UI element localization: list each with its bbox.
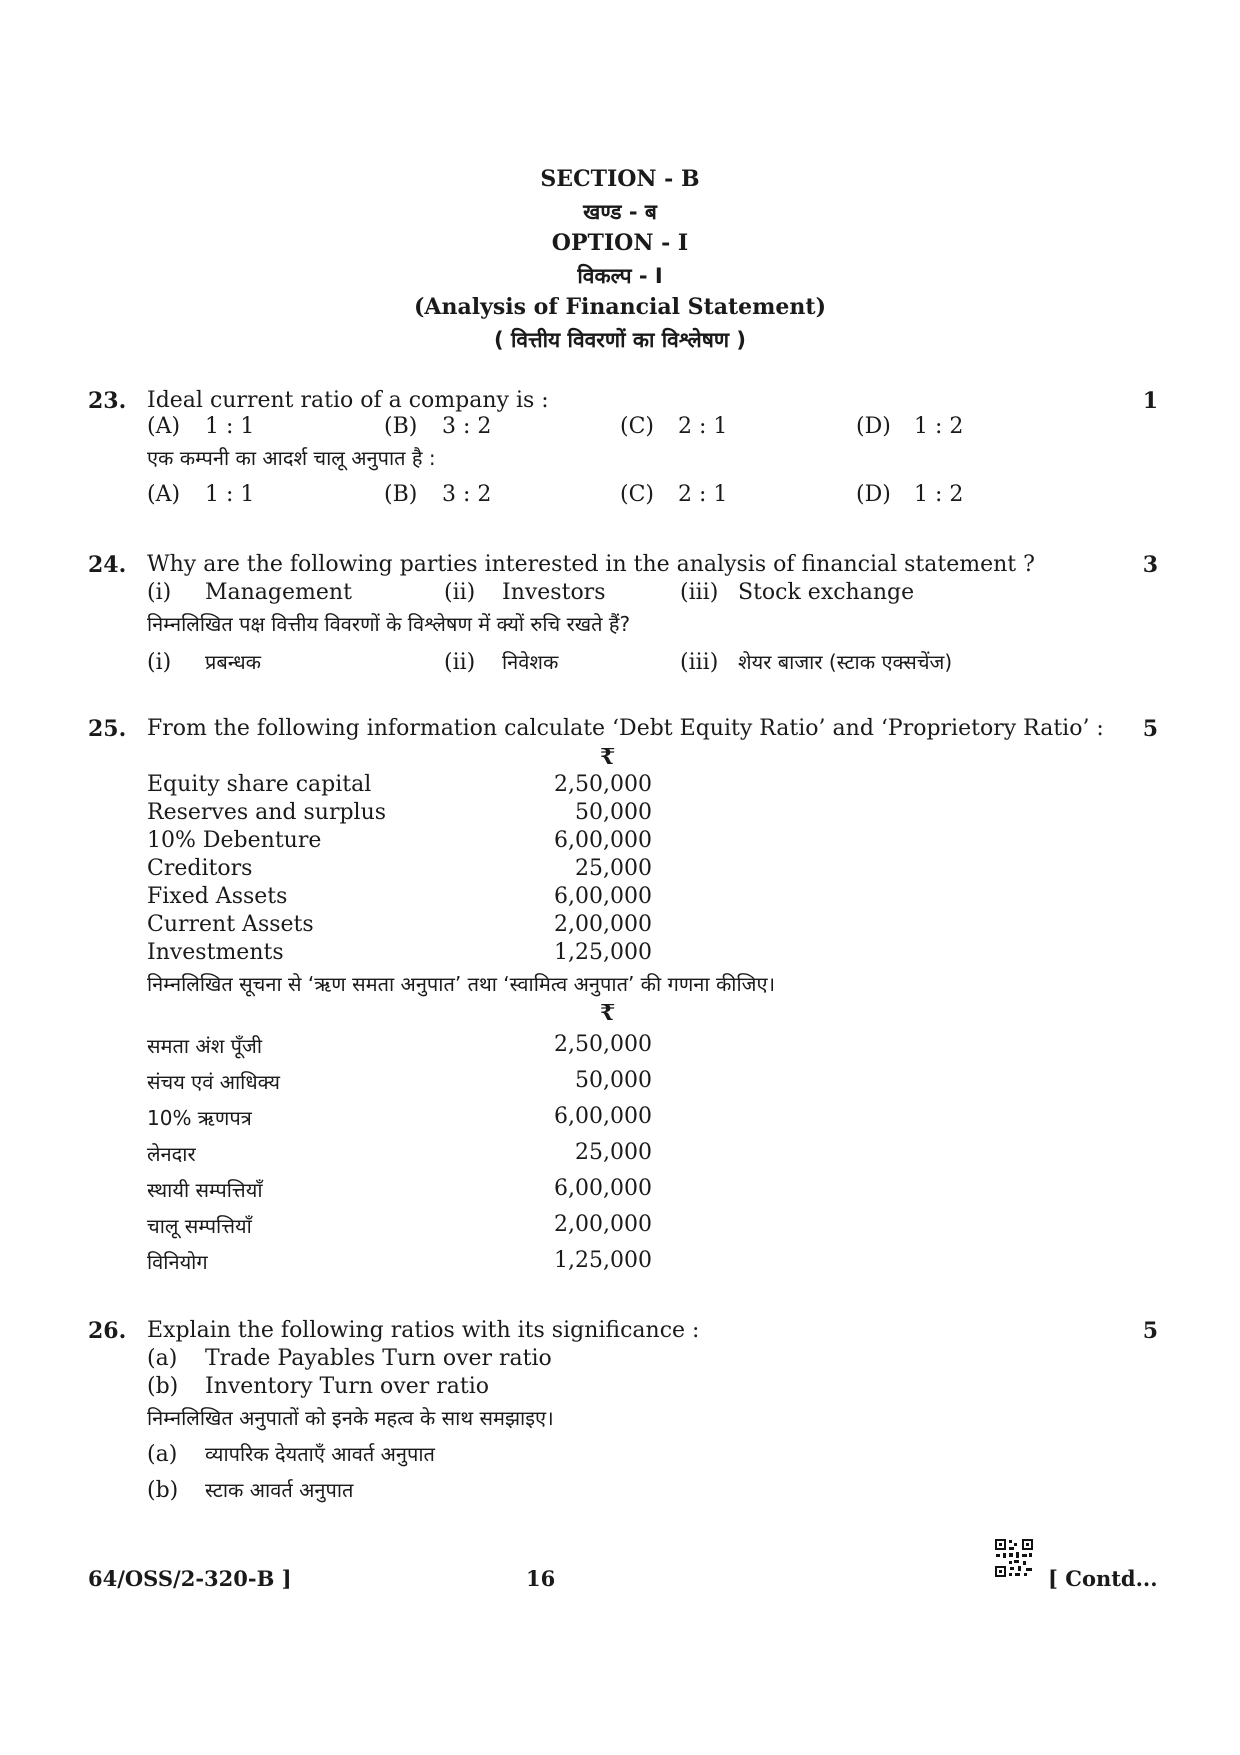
- question-marks: 5: [1142, 1318, 1158, 1344]
- ratio-b-hi: (b) स्टाक आवर्त अनुपात: [147, 1478, 354, 1503]
- table-row: Investments: [147, 940, 284, 965]
- question-text-en: Explain the following ratios with its significance :: [147, 1318, 700, 1343]
- table-amount: 6,00,000: [554, 828, 652, 853]
- option-d-en: (D) 1 : 2: [856, 414, 964, 439]
- table-amount: 25,000: [575, 1140, 652, 1165]
- option-d-hi: (D) 1 : 2: [856, 482, 964, 507]
- ratio-a-en: (a) Trade Payables Turn over ratio: [147, 1346, 552, 1371]
- ratio-a-hi: (a) व्यापरिक देयताएँ आवर्त अनुपात: [147, 1442, 435, 1467]
- option-a-en: (A) 1 : 1: [147, 414, 255, 439]
- question-number: 23.: [88, 388, 127, 414]
- page-number: 16: [526, 1566, 556, 1591]
- question-text-hi: निम्नलिखित अनुपातों को इनके महत्व के साथ समझाइए।: [147, 1406, 554, 1430]
- table-amount: 6,00,000: [554, 1104, 652, 1129]
- continued-label: [ Contd...: [1048, 1566, 1158, 1591]
- subject-title-en: (Analysis of Financial Statement): [413, 294, 826, 320]
- option-c-hi: (C) 2 : 1: [620, 482, 728, 507]
- question-text-hi: निम्नलिखित पक्ष वित्तीय विवरणों के विश्लेषण में क्यों रुचि रखते हैं?: [147, 612, 631, 636]
- question-marks: 3: [1142, 552, 1158, 578]
- party-iii-hi: (iii) शेयर बाजार (स्टाक एक्सचेंज): [680, 650, 953, 675]
- question-text-en: From the following information calculate ‘Debt Equity Ratio’ and ‘Proprietory Ratio’ :: [147, 716, 1104, 741]
- option-a-hi: (A) 1 : 1: [147, 482, 255, 507]
- table-amount: 2,00,000: [554, 912, 652, 937]
- option-c-en: (C) 2 : 1: [620, 414, 728, 439]
- section-title-en: SECTION - B: [540, 166, 700, 192]
- party-ii-en: (ii) Investors: [444, 580, 606, 605]
- table-row: Fixed Assets: [147, 884, 288, 909]
- table-amount: 6,00,000: [554, 884, 652, 909]
- question-text-en: Ideal current ratio of a company is :: [147, 388, 549, 413]
- rupee-symbol-hi: ₹: [600, 1000, 616, 1026]
- table-row: चालू सम्पत्तियाँ: [147, 1214, 252, 1238]
- table-row: 10% Debenture: [147, 828, 322, 853]
- table-amount: 2,50,000: [554, 772, 652, 797]
- question-text-en: Why are the following parties interested in the analysis of financial statement ?: [147, 552, 1035, 577]
- table-amount: 50,000: [575, 800, 652, 825]
- table-row: Creditors: [147, 856, 253, 881]
- table-row: 10% ऋणपत्र: [147, 1106, 252, 1130]
- table-amount: 2,50,000: [554, 1032, 652, 1057]
- table-amount: 1,25,000: [554, 1248, 652, 1273]
- table-row: Equity share capital: [147, 772, 372, 797]
- table-row: संचय एवं आधिक्य: [147, 1070, 280, 1094]
- qr-code-icon: [994, 1538, 1034, 1578]
- question-number: 25.: [88, 716, 127, 742]
- subject-title-hi: ( वित्तीय विवरणों का विश्लेषण ): [494, 328, 746, 352]
- table-row: लेनदार: [147, 1142, 196, 1166]
- table-amount: 25,000: [575, 856, 652, 881]
- party-i-en: (i) Management: [147, 580, 352, 605]
- option-b-en: (B) 3 : 2: [384, 414, 492, 439]
- question-number: 26.: [88, 1318, 127, 1344]
- table-amount: 6,00,000: [554, 1176, 652, 1201]
- rupee-symbol-en: ₹: [600, 744, 616, 770]
- question-text-hi: निम्नलिखित सूचना से ‘ऋण समता अनुपात’ तथा ‘स्वामित्व अनुपात’ की गणना कीजिए।: [147, 972, 776, 996]
- paper-code: 64/OSS/2-320-B ]: [88, 1566, 292, 1591]
- table-row: स्थायी सम्पत्तियाँ: [147, 1178, 263, 1202]
- party-ii-hi: (ii) निवेशक: [444, 650, 559, 675]
- ratio-b-en: (b) Inventory Turn over ratio: [147, 1374, 489, 1399]
- section-title-hi: खण्ड - ब: [583, 200, 657, 224]
- option-b-hi: (B) 3 : 2: [384, 482, 492, 507]
- party-i-hi: (i) प्रबन्धक: [147, 650, 261, 675]
- party-iii-en: (iii) Stock exchange: [680, 580, 915, 605]
- option-title-en: OPTION - I: [551, 230, 689, 256]
- table-row: विनियोग: [147, 1250, 208, 1274]
- table-row: Current Assets: [147, 912, 314, 937]
- table-row: Reserves and surplus: [147, 800, 387, 825]
- question-marks: 1: [1142, 388, 1158, 414]
- option-title-hi: विकल्प - I: [577, 264, 663, 288]
- question-number: 24.: [88, 552, 127, 578]
- table-amount: 2,00,000: [554, 1212, 652, 1237]
- table-row: समता अंश पूँजी: [147, 1034, 263, 1058]
- question-text-hi: एक कम्पनी का आदर्श चालू अनुपात है :: [147, 446, 436, 470]
- question-marks: 5: [1142, 716, 1158, 742]
- table-amount: 1,25,000: [554, 940, 652, 965]
- table-amount: 50,000: [575, 1068, 652, 1093]
